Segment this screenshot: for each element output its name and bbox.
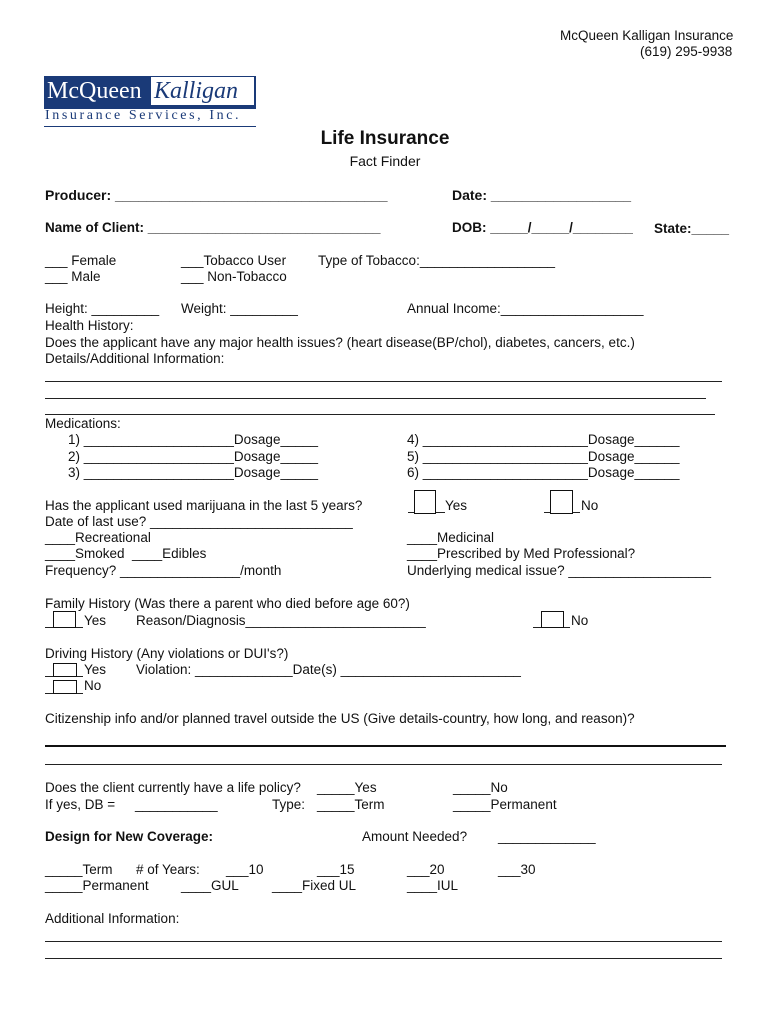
family-no-checkbox[interactable] [541, 611, 564, 628]
life-policy-yes-option[interactable]: _____Yes [317, 780, 377, 795]
marijuana-yes-label: Yes [445, 498, 468, 513]
amount-needed-field[interactable]: _____________ [498, 829, 596, 844]
medication-4[interactable]: 4) ______________________Dosage______ [407, 432, 680, 447]
family-yes-label: Yes [84, 613, 107, 628]
producer-field[interactable]: Producer: ___________________________________ [45, 187, 388, 203]
company-phone: (619) 295-9938 [640, 44, 733, 59]
violation-date-field[interactable]: Violation: _____________Date(s) ________________________ [136, 662, 521, 677]
date-field[interactable]: Date: __________________ [452, 187, 632, 203]
family-yes-checkbox[interactable] [53, 611, 76, 628]
gul-option[interactable]: ____GUL [181, 878, 239, 893]
page-subtitle: Fact Finder [349, 153, 421, 169]
weight-field[interactable]: Weight: _________ [181, 301, 298, 316]
medication-1[interactable]: 1) ____________________Dosage_____ [68, 432, 318, 447]
amount-needed-label: Amount Needed? [362, 829, 468, 844]
health-history-label: Health History: [45, 318, 134, 333]
family-no-label: No [571, 613, 589, 628]
medication-5[interactable]: 5) ______________________Dosage______ [407, 449, 680, 464]
details-label: Details/Additional Information: [45, 351, 225, 366]
details-line-3[interactable] [45, 414, 715, 415]
tobacco-user-option[interactable]: ___Tobacco User [181, 253, 287, 268]
logo-name-part2: Kalligan [151, 77, 254, 105]
policy-term-option[interactable]: _____Term [317, 797, 385, 812]
driving-no-checkbox[interactable] [53, 680, 77, 694]
policy-permanent-option[interactable]: _____Permanent [453, 797, 557, 812]
medication-3[interactable]: 3) ____________________Dosage_____ [68, 465, 318, 480]
dob-field[interactable]: DOB: _____/_____/________ [452, 220, 633, 235]
state-field[interactable]: State:_____ [654, 221, 730, 236]
medications-label: Medications: [45, 416, 121, 431]
marijuana-no-checkbox[interactable] [550, 490, 573, 514]
db-field[interactable]: ___________ [135, 797, 218, 812]
driving-yes-checkbox[interactable] [53, 663, 77, 677]
company-name: McQueen Kalligan Insurance [560, 28, 734, 43]
income-field[interactable]: Annual Income:___________________ [407, 301, 644, 316]
fixed-ul-option[interactable]: ____Fixed UL [272, 878, 357, 893]
additional-info-line-2[interactable] [45, 958, 722, 959]
frequency-field[interactable]: Frequency? ________________/month [45, 563, 282, 578]
citizenship-line-2[interactable] [45, 764, 722, 765]
coverage-term-option[interactable]: _____Term [45, 862, 113, 877]
driving-history-question: Driving History (Any violations or DUI's?) [45, 646, 289, 661]
design-coverage-label: Design for New Coverage: [45, 829, 214, 844]
details-line-2[interactable] [45, 398, 706, 399]
years-label: # of Years: [136, 862, 200, 877]
coverage-permanent-option[interactable]: _____Permanent [45, 878, 149, 893]
height-field[interactable]: Height: _________ [45, 301, 160, 316]
logo-subtitle: Insurance Services, Inc. [45, 108, 242, 123]
male-option[interactable]: ___ Male [45, 269, 101, 284]
underlying-issue-field[interactable]: Underlying medical issue? ___________________ [407, 563, 711, 578]
health-question: Does the applicant have any major health issues? (heart disease(BP/chol), diabetes, cancers, etc.) [45, 335, 635, 350]
medicinal-option[interactable]: ____Medicinal [407, 530, 495, 545]
years-20-option[interactable]: ___20 [407, 862, 445, 877]
marijuana-question: Has the applicant used marijuana in the last 5 years? [45, 498, 363, 513]
additional-info-line-1[interactable] [45, 941, 722, 942]
tobacco-type-field[interactable]: Type of Tobacco:__________________ [318, 253, 555, 268]
client-name-field[interactable]: Name of Client: _______________________________ [45, 220, 381, 235]
citizenship-line-1[interactable] [45, 745, 726, 747]
policy-type-label: Type: [272, 797, 306, 812]
years-30-option[interactable]: ___30 [498, 862, 536, 877]
driving-no-label: No [84, 678, 102, 693]
life-policy-no-option[interactable]: _____No [453, 780, 508, 795]
marijuana-no-label: No [581, 498, 599, 513]
medication-2[interactable]: 2) ____________________Dosage_____ [68, 449, 318, 464]
female-option[interactable]: ___ Female [45, 253, 117, 268]
prescribed-option[interactable]: ____Prescribed by Med Professional? [407, 546, 636, 561]
company-logo [44, 76, 256, 128]
smoked-edibles-options[interactable]: ____Smoked ____Edibles [45, 546, 207, 561]
iul-option[interactable]: ____IUL [407, 878, 459, 893]
logo-name-part1: McQueen [47, 78, 142, 104]
medication-6[interactable]: 6) ______________________Dosage______ [407, 465, 680, 480]
driving-yes-label: Yes [84, 662, 107, 677]
non-tobacco-option[interactable]: ___ Non-Tobacco [181, 269, 287, 284]
family-history-question: Family History (Was there a parent who died before age 60?) [45, 596, 410, 611]
additional-info-label: Additional Information: [45, 911, 180, 926]
marijuana-yes-checkbox[interactable] [414, 490, 436, 514]
years-10-option[interactable]: ___10 [226, 862, 264, 877]
details-line-1[interactable] [45, 381, 722, 382]
recreational-option[interactable]: ____Recreational [45, 530, 151, 545]
db-label: If yes, DB = [45, 797, 116, 812]
page-title: Life Insurance [320, 128, 450, 149]
family-reason-field[interactable]: Reason/Diagnosis________________________ [136, 613, 426, 628]
citizenship-question: Citizenship info and/or planned travel outside the US (Give details-country, how long, and reason)? [45, 711, 635, 726]
life-policy-question: Does the client currently have a life policy? [45, 780, 301, 795]
last-use-field[interactable]: Date of last use? ___________________________ [45, 514, 353, 529]
years-15-option[interactable]: ___15 [317, 862, 355, 877]
